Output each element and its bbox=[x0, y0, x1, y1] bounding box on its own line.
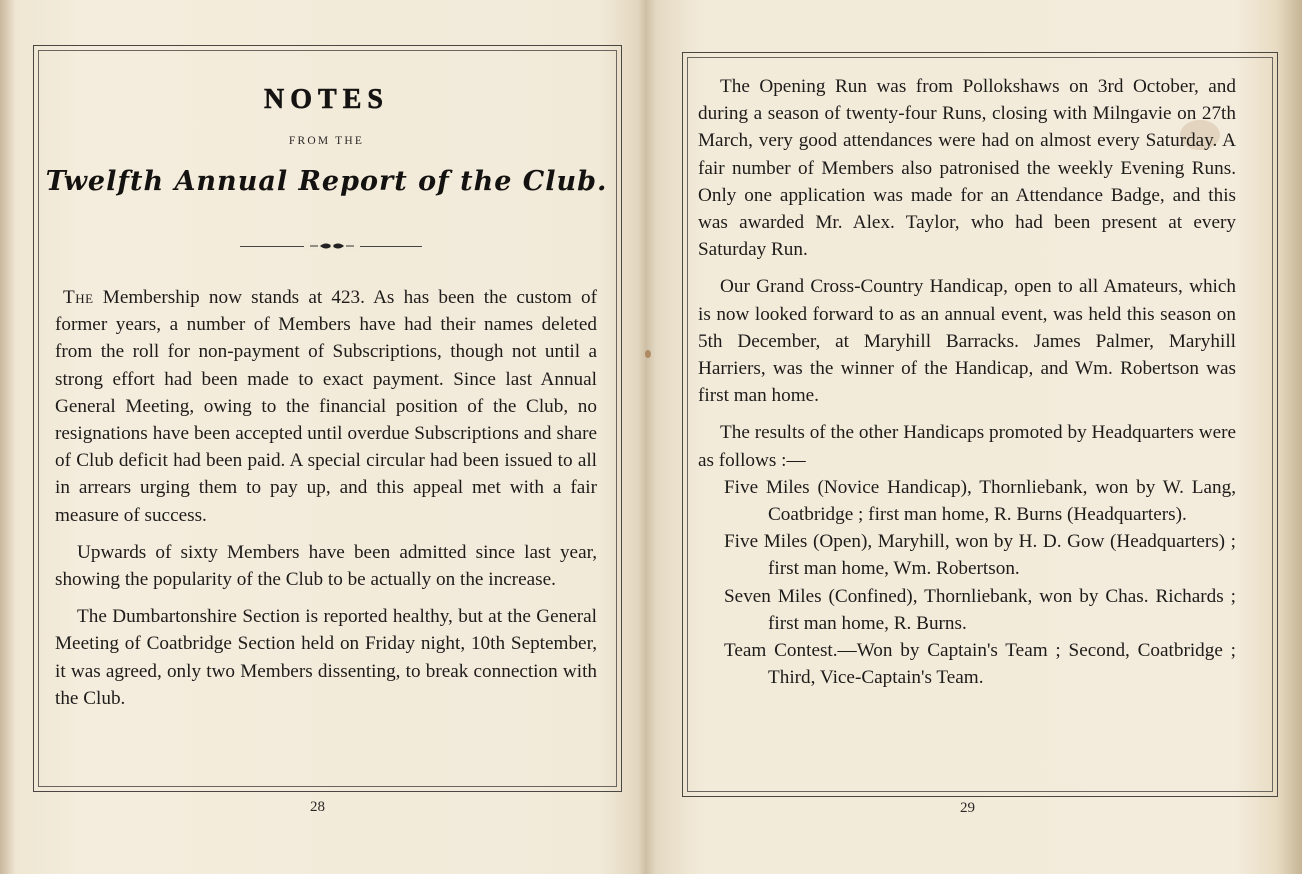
handicaps-intro-paragraph: The results of the other Handicaps promoted by Headquarters were as follows :— bbox=[698, 422, 1236, 471]
ornament-icon bbox=[304, 240, 360, 252]
result-item: Five Miles (Novice Handicap), Thornliebank, won by W. Lang, Coatbridge ; first man home, R. Burns (Headquarters). bbox=[724, 476, 1236, 526]
result-item: Five Miles (Open), Maryhill, won by H. D. Gow (Headquarters) ; first man home, Wm. Robertson. bbox=[724, 531, 1236, 580]
sections-paragraph: The Dumbartonshire Section is reported healthy, but at the General Meeting of Coatbridge Section held on Friday night, 10th September, it was agreed, only two Members dissenting, to break connection with the Club. bbox=[55, 606, 597, 709]
page-number-left: 28 bbox=[310, 799, 325, 815]
page-number-right: 29 bbox=[960, 800, 975, 816]
from-the-subheading: FROM THE bbox=[288, 135, 365, 147]
result-item: Seven Miles (Confined), Thornliebank, won by Chas. Richards ; first man home, R. Burns. bbox=[724, 585, 1236, 634]
membership-paragraph-text: Membership now stands at 423. As has been the custom of former years, a number of Members have had their names deleted from the roll for non-payment of Subscriptions, though not until a strong effort had been made to exact payment. Since last Annual General Meeting, owing to the financial position of the Club, no resignations have been accepted until overdue Subscriptions and share of Club deficit had been paid. A special circular had been issued to all in arrears urging them to pay up, and this appeal met with a fair measure of success. bbox=[55, 287, 597, 526]
cross-country-paragraph: Our Grand Cross-Country Handicap, open to all Amateurs, which is now looked forward to as an annual event, was held this season on 5th December, at Maryhill Barracks. James Palmer, Maryhill Harriers, was the winner of the Handicap, and Wm. Robertson was first man home. bbox=[698, 276, 1236, 407]
opening-run-paragraph: The Opening Run was from Pollokshaws on 3rd October, and during a season of twenty-four Runs, closing with Milngavie on 27th March, very good attendances were had on almost every Saturday. A fair number of Members also patronised the weekly Evening Runs. Only one application was made for an Attendance Badge, and this was awarded Mr. Alex. Taylor, who had been present at every Saturday Run. bbox=[698, 76, 1236, 261]
new-members-paragraph: Upwards of sixty Members have been admitted since last year, showing the popularity of the Club to be actually on the increase. bbox=[55, 541, 597, 591]
report-title: Twelfth Annual Report of the Club. bbox=[45, 166, 608, 197]
drop-lead-word: The bbox=[63, 287, 94, 308]
right-page-body bbox=[698, 73, 1236, 691]
left-page-body bbox=[55, 284, 597, 712]
notes-heading: NOTES bbox=[264, 84, 389, 115]
result-item: Team Contest.—Won by Captain's Team ; Second, Coatbridge ; Third, Vice-Captain's Team. bbox=[724, 640, 1236, 689]
membership-paragraph bbox=[55, 284, 597, 529]
